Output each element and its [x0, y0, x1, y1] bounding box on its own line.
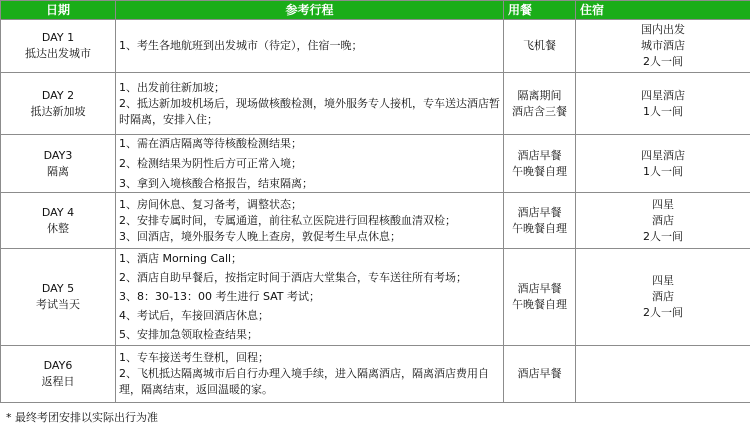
day-title: 抵达新加坡: [30, 104, 86, 118]
day-title: 休整: [47, 221, 69, 235]
lodging-text: 四星: [652, 197, 674, 211]
itinerary-item: 2、飞机抵达隔离城市后自行办理入境手续，进入隔离酒店，隔离酒店费用自理，隔离结束，返回温暖的家。: [119, 367, 489, 396]
lodging-text: 四星酒店: [641, 148, 685, 162]
day-title: 隔离: [47, 164, 69, 178]
day-title: 返程日: [41, 375, 75, 388]
itinerary-item: 4、考试后，车接回酒店休息；: [119, 309, 269, 322]
itinerary-item: 1、出发前往新加坡；: [119, 80, 225, 94]
meal-text: 酒店早餐: [517, 148, 562, 162]
lodging-cell: [576, 73, 750, 135]
lodging-text: 2人一间: [643, 306, 683, 319]
meal-text: 酒店早餐: [517, 367, 562, 380]
day-cell: [1, 249, 116, 346]
meals-cell: [504, 346, 576, 403]
day-title: 考试当天: [36, 298, 80, 311]
itinerary-item: 3、拿到入境核酸合格报告，结束隔离；: [119, 176, 313, 190]
header-meals: 用餐: [504, 1, 576, 20]
itinerary-cell: [116, 249, 504, 346]
lodging-text: 四星: [652, 274, 674, 287]
itinerary-item: 1、需在酒店隔离等待核酸检测结果；: [119, 136, 302, 150]
lodging-cell: [576, 346, 750, 403]
itinerary-item: 1、考生各地航班到出发城市（待定），住宿一晚；: [119, 39, 363, 52]
itinerary-item: 2、检测结果为阴性后方可正常入境；: [119, 156, 302, 170]
lodging-text: 国内出发: [641, 23, 685, 36]
itinerary-item: 1、房间休息、复习备考，调整状态；: [119, 197, 302, 211]
itinerary-item: 2、安排专属时间，专属通道，前往私立医院进行回程核酸血清双检；: [119, 213, 456, 227]
day-label: DAY6: [43, 359, 73, 372]
table-row: [1, 193, 750, 249]
header-lodging: 住宿: [576, 1, 750, 20]
day-cell: [1, 346, 116, 403]
itinerary-cell: [116, 20, 504, 73]
itinerary-cell: [116, 346, 504, 403]
day-title: 抵达出发城市: [25, 47, 91, 60]
table-row: [1, 135, 750, 193]
lodging-text: 酒店: [652, 290, 674, 303]
itinerary-item: 2、酒店自助早餐后，按指定时间于酒店大堂集合，专车送往所有考场；: [119, 271, 467, 284]
meals-cell: [504, 73, 576, 135]
lodging-text: 2人一间: [643, 229, 683, 243]
lodging-text: 城市酒店: [641, 39, 685, 52]
itinerary-item: 3、8：30-13：00 考生进行 SAT 考试；: [119, 290, 321, 303]
meals-cell: [504, 135, 576, 193]
lodging-text: 1人一间: [643, 104, 683, 118]
lodging-cell: [576, 249, 750, 346]
meal-text: 午晚餐自理: [512, 221, 567, 235]
day-cell: [1, 20, 116, 73]
meal-text: 午晚餐自理: [512, 298, 567, 311]
day-cell: [1, 73, 116, 135]
lodging-text: 1人一间: [643, 164, 683, 178]
itinerary-cell: [116, 73, 504, 135]
header-date: 日期: [1, 1, 116, 20]
meal-text: 午晚餐自理: [512, 164, 567, 178]
table-row: [1, 249, 750, 346]
day-label: DAY 1: [41, 31, 75, 44]
itinerary-item: 1、酒店 Morning Call；: [119, 252, 243, 265]
lodging-cell: [576, 193, 750, 249]
meals-cell: [504, 20, 576, 73]
itinerary-item: 1、专车接送考生登机，回程；: [119, 351, 269, 364]
lodging-text: 2人一间: [643, 55, 683, 68]
meal-text: 酒店早餐: [517, 282, 562, 295]
itinerary-item: 2、抵达新加坡机场后，现场做核酸检测，境外服务专人接机，专车送达酒店暂时隔离，安排入住；: [119, 96, 500, 126]
table-row: [1, 346, 750, 403]
day-label: DAY 5: [41, 282, 75, 295]
meal-text: 酒店含三餐: [512, 104, 567, 118]
day-cell: [1, 193, 116, 249]
itinerary-item: 3、回酒店，境外服务专人晚上查房，敦促考生早点休息；: [119, 229, 401, 243]
itinerary-cell: [116, 193, 504, 249]
meal-text: 飞机餐: [523, 39, 556, 52]
day-label: DAY 2: [41, 88, 75, 102]
table-header-row: [1, 1, 750, 20]
meals-cell: [504, 249, 576, 346]
day-label: DAY3: [43, 148, 73, 162]
table-row: [1, 73, 750, 135]
meal-text: 隔离期间: [517, 88, 562, 102]
header-itinerary: 参考行程: [116, 1, 504, 20]
lodging-cell: [576, 135, 750, 193]
day-label: DAY 4: [41, 205, 75, 219]
lodging-text: 酒店: [652, 213, 674, 227]
day-cell: [1, 135, 116, 193]
footnote: * 最终考团安排以实际出行为准: [6, 411, 158, 424]
lodging-text: 四星酒店: [641, 88, 685, 102]
itinerary-cell: [116, 135, 504, 193]
meals-cell: [504, 193, 576, 249]
table-row: [1, 20, 750, 73]
lodging-cell: [576, 20, 750, 73]
meal-text: 酒店早餐: [517, 205, 562, 219]
itinerary-item: 5、安排加急领取检查结果；: [119, 328, 258, 341]
